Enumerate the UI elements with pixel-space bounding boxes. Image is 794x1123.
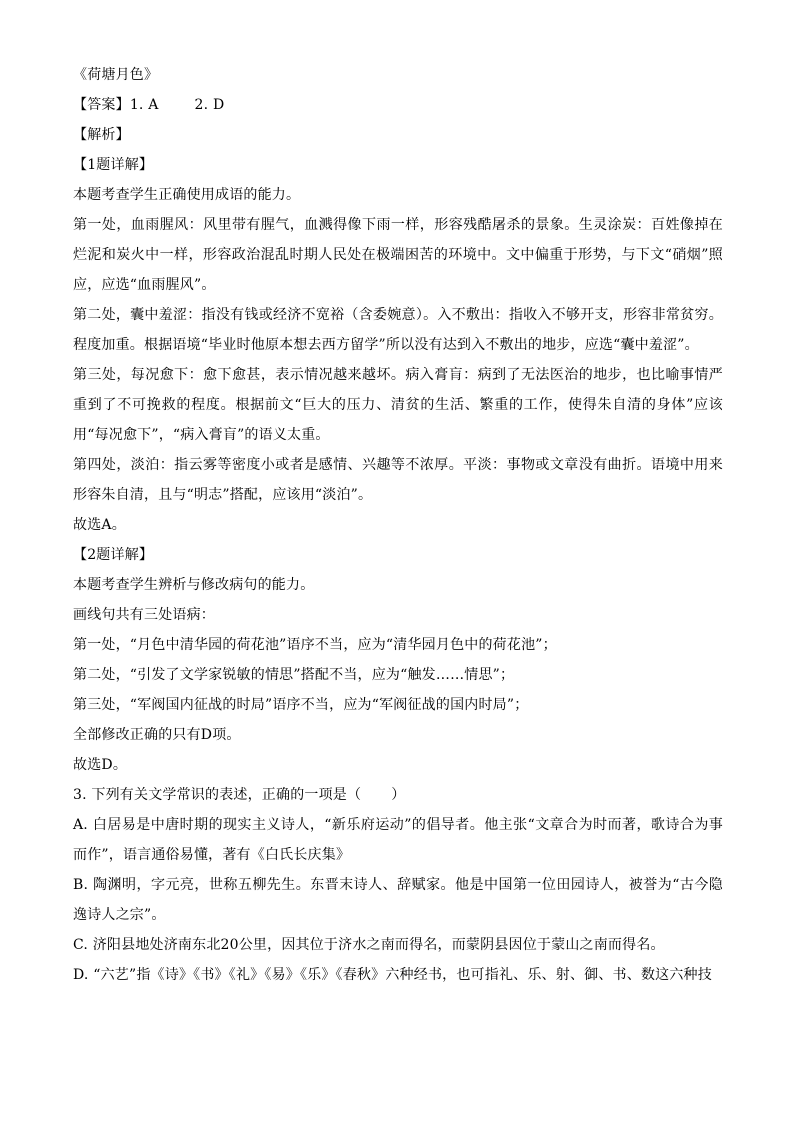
q3-option-a: A. 白居易是中唐时期的现实主义诗人，“新乐府运动”的倡导者。他主张“文章合为时而著，歌诗合为事而作”，语言通俗易懂，著有《白氏长庆集》	[73, 817, 723, 863]
q3-option-b: B. 陶渊明，字元亮，世称五柳先生。东晋末诗人、辞赋家。他是中国第一位田园诗人，被誉为“古今隐逸诗人之宗”。	[73, 877, 723, 923]
answer-line	[73, 90, 723, 120]
q1-heading: 【1题详解】	[73, 157, 154, 173]
answer-2: 2. D	[194, 97, 225, 113]
q2-heading: 【2题详解】	[73, 547, 154, 563]
q1-paragraph-3: 第三处，每况愈下：愈下愈甚，表示情况越来越坏。病入膏肓：病到了无法医治的地步，也比喻事情严重到了不可挽救的程度。根据前文“巨大的压力、清贫的生活、繁重的工作，使得朱自清的身体”应该用“每况愈下”，“病入膏肓”的语义太重。	[73, 367, 723, 443]
q1-paragraph-4: 第四处，淡泊：指云雾等密度小或者是感情、兴趣等不浓厚。平淡：事物或文章没有曲折。语境中用来形容朱自清，且与“明志”搭配，应该用“淡泊”。	[73, 457, 723, 503]
q2-summary: 全部修改正确的只有D项。	[73, 727, 241, 743]
q2-intro: 本题考查学生辨析与修改病句的能力。	[73, 577, 315, 593]
q1-intro: 本题考查学生正确使用成语的能力。	[73, 187, 301, 203]
q2-lead: 画线句共有三处语病：	[73, 607, 215, 623]
answer-label: 【答案】	[73, 97, 130, 113]
q3-stem-text: 3. 下列有关文学常识的表述，正确的一项是（	[73, 787, 362, 803]
q2-paragraph-2: 第二处，“引发了文学家锐敏的情思”搭配不当，应为“触发……情思”；	[73, 667, 515, 683]
q3-option-d: D. “六艺”指《诗》《书》《礼》《易》《乐》《春秋》六种经书，也可指礼、乐、射、御、书、数这六种技	[73, 967, 712, 983]
q3-stem	[73, 780, 723, 810]
q2-paragraph-3: 第三处，“军阀国内征战的时局”语序不当，应为“军阀征战的国内时局”；	[73, 697, 529, 713]
document-page	[73, 60, 723, 990]
source-title: 《荷塘月色》	[73, 67, 159, 83]
q3-option-c: C. 济阳县地处济南东北20公里，因其位于济水之南而得名，而蒙阴县因位于蒙山之南而得名。	[73, 937, 665, 953]
analysis-label: 【解析】	[73, 127, 130, 143]
answer-1: 1. A	[129, 97, 159, 113]
q1-paragraph-1: 第一处，血雨腥风：风里带有腥气，血溅得像下雨一样，形容残酷屠杀的景象。生灵涂炭：百姓像掉在烂泥和炭火中一样，形容政治混乱时期人民处在极端困苦的环境中。文中偏重于形势，与下文“硝烟”照应，应选“血雨腥风”。	[73, 217, 723, 293]
q1-paragraph-2: 第二处，囊中羞涩：指没有钱或经济不宽裕（含委婉意）。入不敷出：指收入不够开支，形容非常贫穷。程度加重。根据语境“毕业时他原本想去西方留学”所以没有达到入不敷出的地步，应选“囊中羞涩”。	[73, 307, 723, 353]
q2-conclusion: 故选D。	[73, 757, 128, 773]
q1-conclusion: 故选A。	[73, 517, 126, 533]
q3-stem-close: ）	[391, 787, 406, 803]
q2-paragraph-1: 第一处，“月色中清华园的荷花池”语序不当，应为“清华园月色中的荷花池”；	[73, 637, 557, 653]
